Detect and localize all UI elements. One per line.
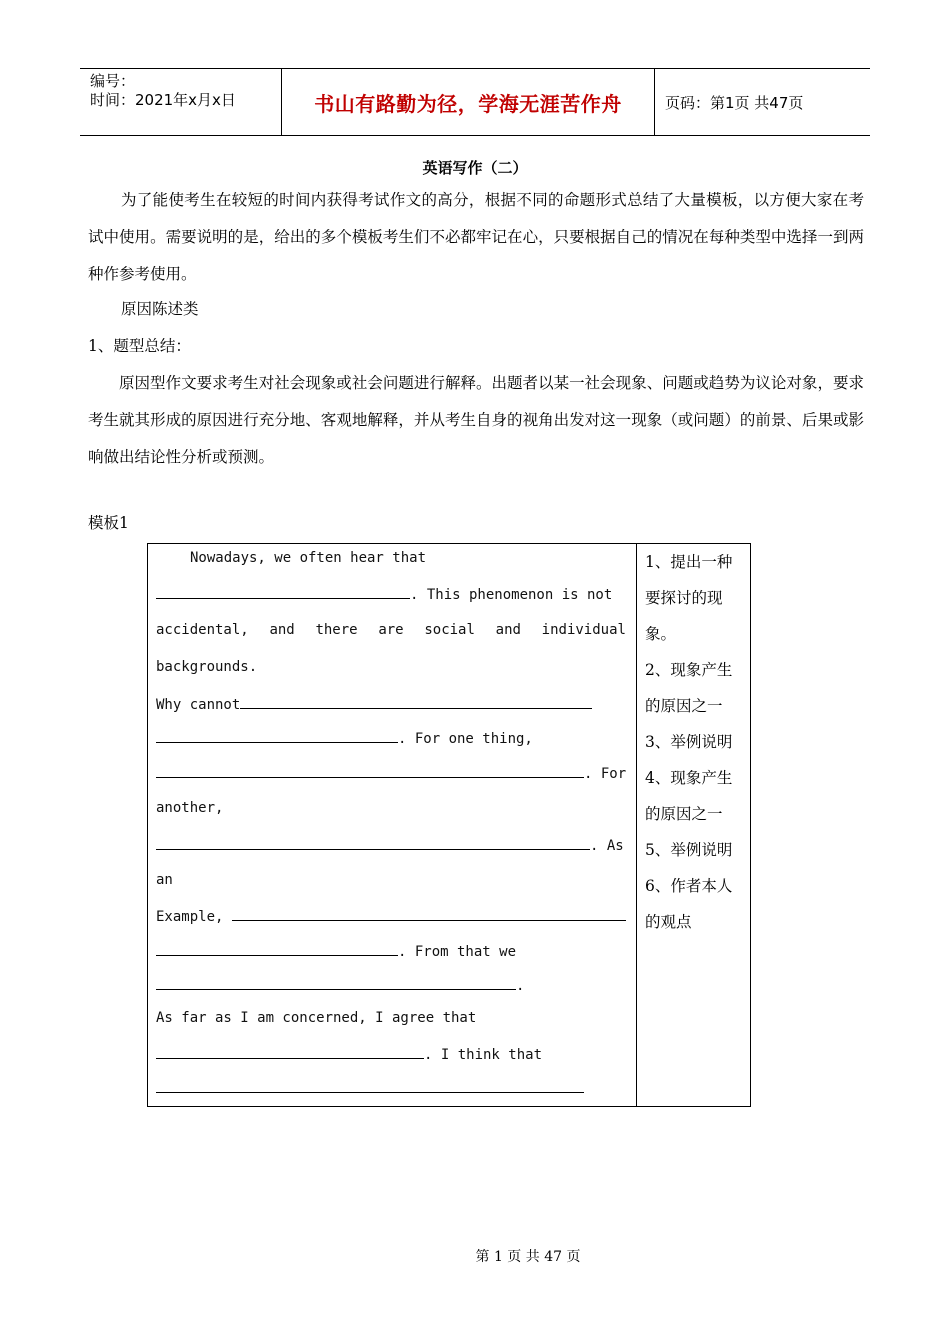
table-divider <box>636 544 637 1106</box>
page-footer: 第 1 页 共 47 页 <box>475 1249 581 1265</box>
note-line: 3、举例说明 <box>645 733 733 751</box>
note-line: 要探讨的现 <box>645 589 723 607</box>
number-label: 编号： <box>90 72 136 90</box>
template-line: backgrounds. <box>156 659 258 675</box>
note-line: 的原因之一 <box>645 697 723 715</box>
time-label: 时间：2021年x月x日 <box>90 91 236 109</box>
template-line: Example, <box>156 906 626 925</box>
template-line: . I think that <box>156 1044 542 1063</box>
template-line: . This phenomenon is not <box>156 584 612 603</box>
template-line: . For one thing, <box>156 728 533 747</box>
note-line: 2、现象产生 <box>645 661 733 679</box>
fill-blank[interactable] <box>156 975 516 990</box>
template-line: . As <box>156 835 624 854</box>
template-line: accidental, and there are social and individual <box>156 622 626 638</box>
fill-blank[interactable] <box>156 1078 584 1093</box>
fill-blank[interactable] <box>156 1044 424 1059</box>
section-heading: 原因陈述类 <box>121 300 199 318</box>
template-label: 模板1 <box>88 514 129 532</box>
fill-blank[interactable] <box>156 835 590 850</box>
fill-blank[interactable] <box>156 584 410 599</box>
intro-paragraph: 为了能使考生在较短的时间内获得考试作文的高分，根据不同的命题形式总结了大量模板，以方便大家在考试中使用。需要说明的是，给出的多个模板考生们不必都牢记在心，只要根据自己的情况在每种类型中选择一到两种作参考使用。 <box>88 191 864 283</box>
note-line: 的原因之一 <box>645 805 723 823</box>
header-meta <box>80 69 281 135</box>
template-line: . <box>156 975 524 994</box>
subheading: 1、题型总结： <box>88 337 191 355</box>
page-title: 英语写作（二） <box>422 159 528 177</box>
template-line: . From that we <box>156 941 516 960</box>
template-line <box>156 1078 584 1097</box>
template-table <box>147 543 751 1107</box>
fill-blank[interactable] <box>156 728 398 743</box>
note-line: 象。 <box>645 625 677 643</box>
note-line: 4、现象产生 <box>645 769 733 787</box>
note-line: 的观点 <box>645 913 692 931</box>
notes-column <box>645 544 749 940</box>
template-line: . For <box>156 763 626 782</box>
description-paragraph: 原因型作文要求考生对社会现象或社会问题进行解释。出题者以某一社会现象、问题或趋势为议论对象，要求考生就其形成的原因进行充分地、客观地解释，并从考生自身的视角出发对这一现象（或问题）的前景、后果或影响做出结论性分析或预测。 <box>88 374 864 466</box>
template-line: Nowadays, we often hear that <box>190 550 427 566</box>
template-line: As far as I am concerned, I agree that <box>156 1010 477 1026</box>
template-line: another, <box>156 800 224 816</box>
document-header <box>80 68 870 136</box>
fill-blank[interactable] <box>156 941 398 956</box>
header-page-info: 页码：第1页 共47页 <box>665 93 804 112</box>
header-motto: 书山有路勤为径，学海无涯苦作舟 <box>314 91 622 116</box>
note-line: 5、举例说明 <box>645 841 733 859</box>
fill-blank[interactable] <box>240 694 592 709</box>
fill-blank[interactable] <box>232 906 626 921</box>
note-line: 6、作者本人 <box>645 877 733 895</box>
template-line: Why cannot <box>156 694 592 713</box>
note-line: 1、提出一种 <box>645 553 733 571</box>
template-line: an <box>156 872 173 888</box>
fill-blank[interactable] <box>156 763 584 778</box>
